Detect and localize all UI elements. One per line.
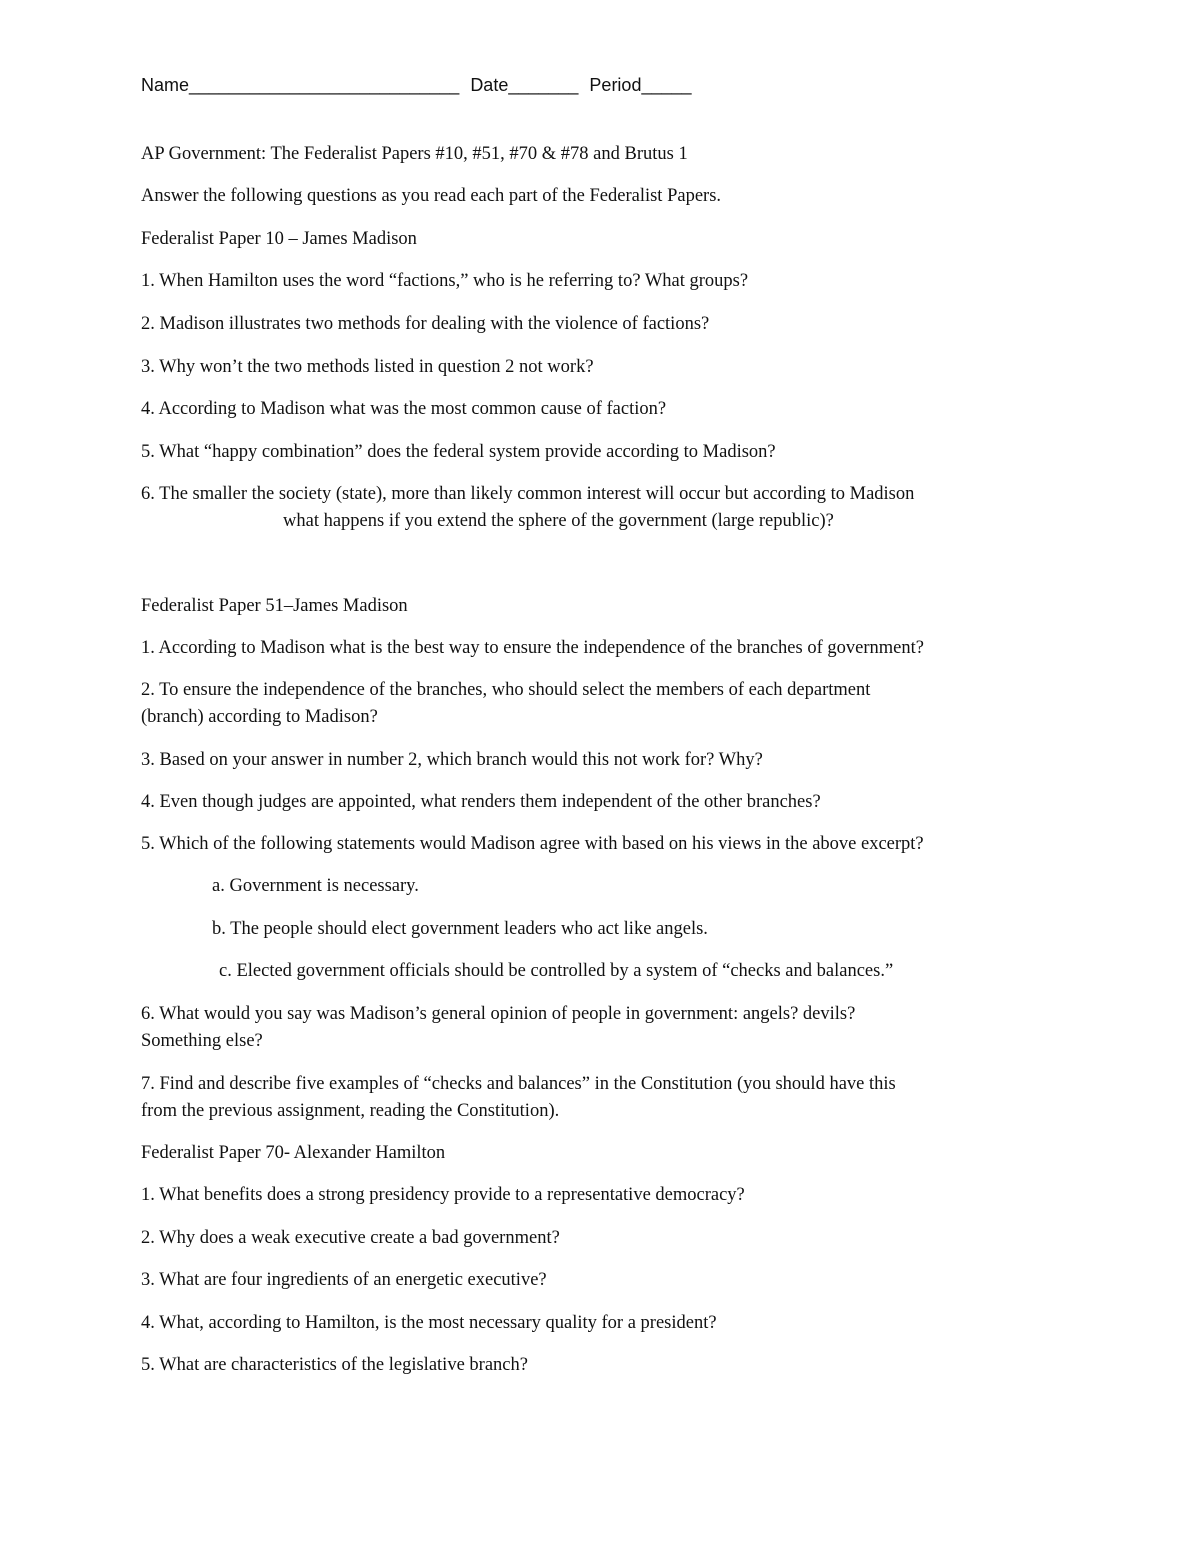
date-field: Date_______	[470, 75, 579, 95]
fp51-question-7-line-2: from the previous assignment, reading the Constitution).	[141, 1101, 560, 1121]
fp51-question-1: 1. According to Madison what is the best way to ensure the independence of the branches of government?	[141, 638, 924, 658]
fp51-question-3: 3. Based on your answer in number 2, which branch would this not work for? Why?	[141, 750, 763, 770]
name-field: Name___________________________	[141, 75, 460, 95]
fp70-question-1: 1. What benefits does a strong presidency provide to a representative democracy?	[141, 1185, 745, 1205]
fp51-question-7-line-1: 7. Find and describe five examples of “checks and balances” in the Constitution (you should have this	[141, 1074, 896, 1094]
instructions: Answer the following questions as you read each part of the Federalist Papers.	[141, 186, 722, 206]
fp10-question-5: 5. What “happy combination” does the federal system provide according to Madison?	[141, 442, 776, 462]
fp51-question-2-line-1: 2. To ensure the independence of the branches, who should select the members of each department	[141, 680, 871, 700]
fp10-question-6-line-1: 6. The smaller the society (state), more than likely common interest will occur but according to Madison	[141, 484, 915, 504]
fp51-heading: Federalist Paper 51–James Madison	[141, 596, 408, 616]
worksheet-title: AP Government: The Federalist Papers #10, #51, #70 & #78 and Brutus 1	[141, 144, 688, 164]
fp51-option-c: c. Elected government officials should be controlled by a system of “checks and balances.”	[219, 961, 894, 981]
fp10-question-4: 4. According to Madison what was the most common cause of faction?	[141, 399, 667, 419]
fp70-question-2: 2. Why does a weak executive create a bad government?	[141, 1228, 560, 1248]
fp51-question-6-line-1: 6. What would you say was Madison’s general opinion of people in government: angels? devils?	[141, 1004, 856, 1024]
fp70-question-4: 4. What, according to Hamilton, is the most necessary quality for a president?	[141, 1313, 717, 1333]
fp51-question-4: 4. Even though judges are appointed, what renders them independent of the other branches?	[141, 792, 821, 812]
student-info-header	[141, 74, 1121, 96]
period-field: Period_____	[589, 75, 692, 95]
fp10-question-3: 3. Why won’t the two methods listed in question 2 not work?	[141, 357, 594, 377]
fp10-heading: Federalist Paper 10 – James Madison	[141, 229, 417, 249]
fp51-question-6-line-2: Something else?	[141, 1031, 263, 1051]
fp51-question-5: 5. Which of the following statements would Madison agree with based on his views in the above excerpt?	[141, 834, 924, 854]
fp70-question-3: 3. What are four ingredients of an energetic executive?	[141, 1270, 547, 1290]
fp51-option-b: b. The people should elect government leaders who act like angels.	[212, 919, 708, 939]
fp70-question-5: 5. What are characteristics of the legislative branch?	[141, 1355, 528, 1375]
fp10-question-6-line-2: what happens if you extend the sphere of the government (large republic)?	[283, 511, 834, 531]
fp51-option-a: a. Government is necessary.	[212, 876, 419, 896]
fp70-heading: Federalist Paper 70- Alexander Hamilton	[141, 1143, 446, 1163]
fp10-question-2: 2. Madison illustrates two methods for dealing with the violence of factions?	[141, 314, 710, 334]
fp10-question-1: 1. When Hamilton uses the word “factions,” who is he referring to? What groups?	[141, 271, 749, 291]
fp51-question-2-line-2: (branch) according to Madison?	[141, 707, 378, 727]
